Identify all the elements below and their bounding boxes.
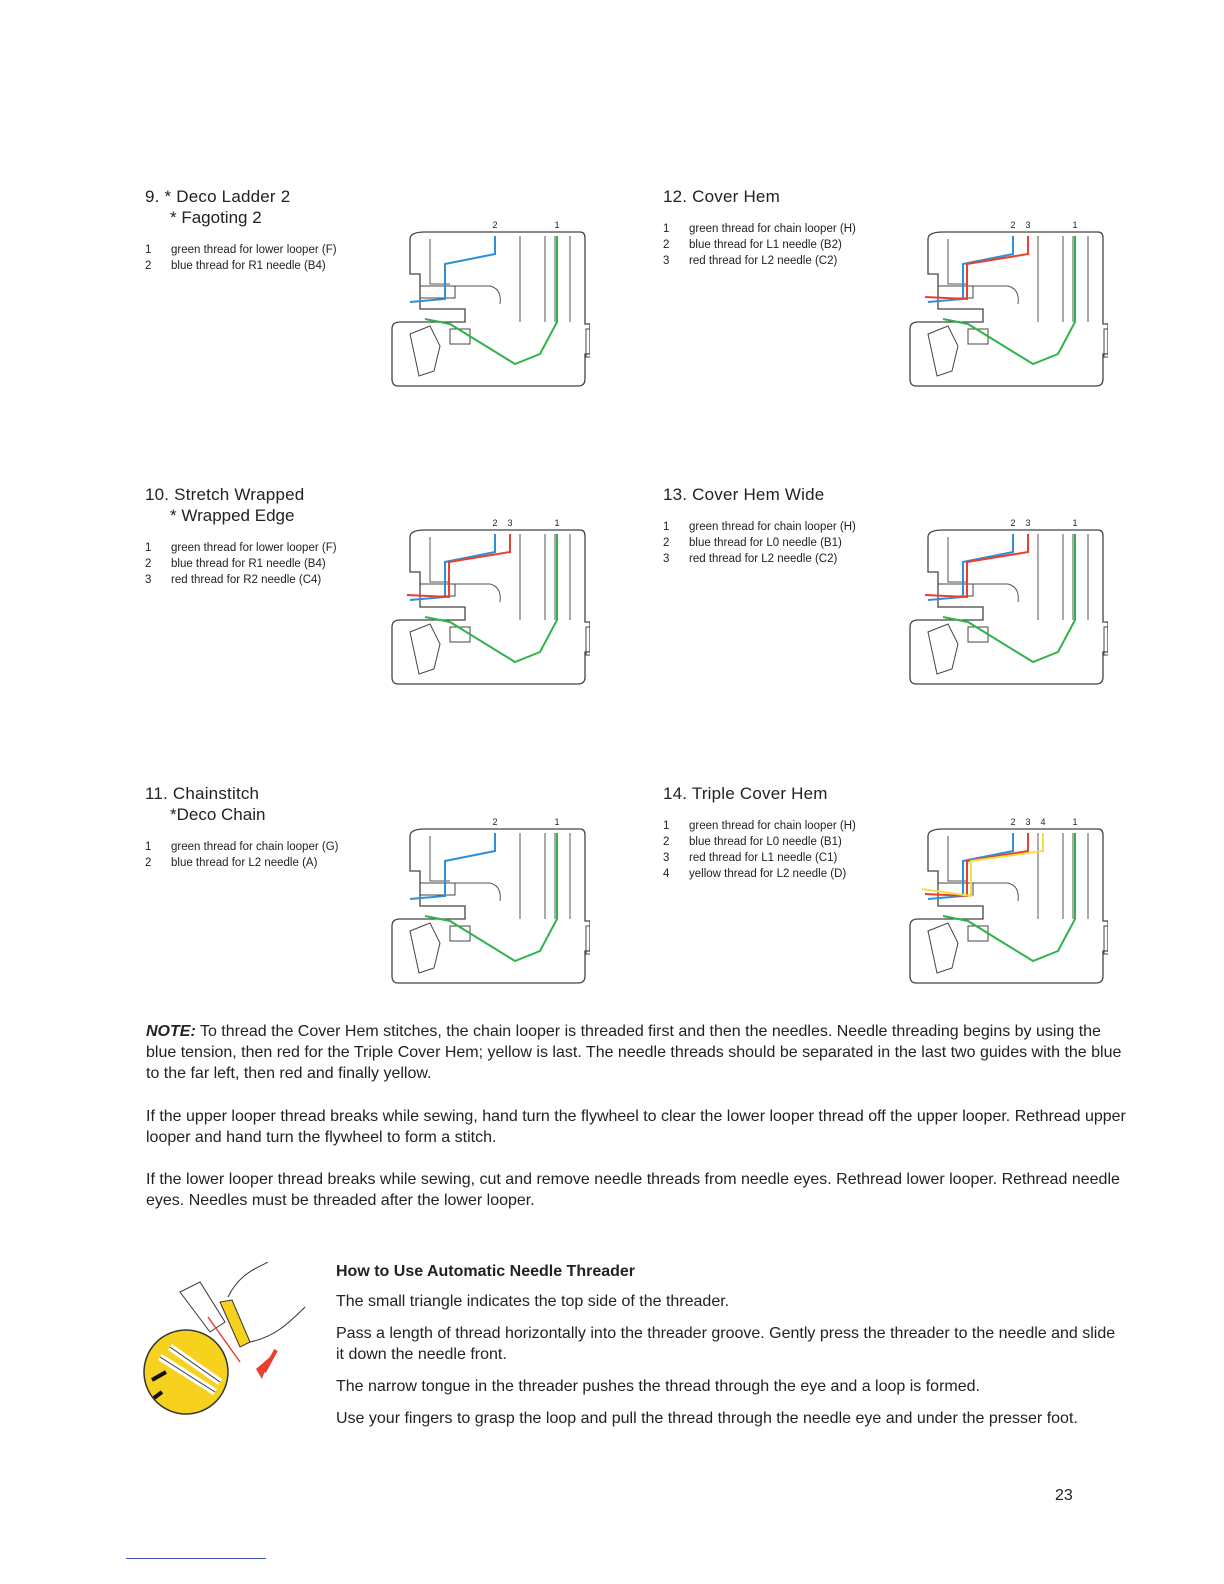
thread-number: 1 [145,841,152,853]
stitch-subtitle: * Wrapped Edge [170,506,295,525]
needle-thread-path [410,833,495,899]
looper-label: 1 [1072,220,1078,230]
thread-description: green thread for chain looper (G) [171,841,339,853]
thread-label: 2 [1010,817,1016,827]
thread-number: 3 [663,852,670,864]
threading-diagram [908,512,1108,687]
stitch-number: 9. [145,187,160,206]
thread-description: blue thread for L0 needle (B1) [689,836,842,848]
note-paragraph [146,1021,1126,1084]
thread-number: 2 [663,537,670,549]
stitch-name: Cover Hem Wide [692,485,825,504]
footer-rule [126,1558,266,1559]
stitch-title [145,484,645,505]
note-label: NOTE: [146,1023,196,1040]
stitch-title [663,783,1163,804]
stitch-name: * Deco Ladder 2 [164,187,291,206]
upper-looper-paragraph: If the upper looper thread breaks while sewing, hand turn the flywheel to clear the lower looper thread off the upper looper. Rethread upper looper and hand turn the flywheel to form a stitch. [146,1108,1126,1146]
needle-thread-path [410,236,495,302]
thread-label: 3 [1025,817,1031,827]
thread-description: yellow thread for L2 needle (D) [689,868,847,880]
thread-description: blue thread for L0 needle (B1) [689,537,842,549]
thread-number: 1 [145,542,152,554]
thread-number: 1 [663,820,670,832]
thread-number: 1 [663,223,670,235]
stitch-title [663,186,1163,207]
thread-label: 2 [492,817,498,827]
needle-thread-path [922,833,1043,896]
threading-diagram [390,811,590,986]
thread-number: 4 [663,868,670,880]
looper-label: 1 [1072,518,1078,528]
thread-number: 2 [145,558,152,570]
note-text: To thread the Cover Hem stitches, the chain looper is threaded first and then the needles. Needle threading begins by using the blue tension, then red for the Triple Cover Hem; yellow is last. The needle threads should be separated in the last two guides with the blue to the far left, then red and finally yellow. [146,1023,1122,1082]
looper-label: 1 [554,220,560,230]
looper-label: 1 [1072,817,1078,827]
thread-number: 3 [663,553,670,565]
looper-label: 1 [554,817,560,827]
stitch-name: Triple Cover Hem [691,784,828,803]
thread-description: red thread for L2 needle (C2) [689,255,838,267]
thread-description: red thread for R2 needle (C4) [171,574,322,586]
thread-label: 3 [1025,518,1031,528]
stitch-number: 10. [145,485,170,504]
looper-label: 1 [554,518,560,528]
thread-description: green thread for chain looper (H) [689,223,856,235]
threading-diagram [908,811,1108,986]
stitch-title [145,783,645,804]
thread-description: red thread for L1 needle (C1) [689,852,838,864]
stitch-number: 12. [663,187,688,206]
threader-step: The narrow tongue in the threader pushes the thread through the eye and a loop is formed. [336,1378,980,1395]
stitch-number: 13. [663,485,688,504]
lower-looper-paragraph: If the lower looper thread breaks while sewing, cut and remove needle threads from needle eyes. Rethread lower looper. Rethread needle eyes. Needles must be threaded after the lower looper. [146,1171,1120,1209]
thread-description: green thread for lower looper (F) [171,244,337,256]
needle-thread-path [410,534,495,600]
stitch-subtitle: *Deco Chain [170,805,266,824]
stitch-number: 11. [145,784,168,803]
thread-number: 2 [145,857,152,869]
needle-thread-path [928,534,1013,600]
thread-number: 3 [145,574,152,586]
thread-description: green thread for chain looper (H) [689,521,856,533]
stitch-title [663,484,1163,505]
stitch-subtitle: * Fagoting 2 [170,208,262,227]
thread-number: 1 [145,244,152,256]
thread-description: red thread for L2 needle (C2) [689,553,838,565]
thread-description: green thread for chain looper (H) [689,820,856,832]
thread-number: 2 [145,260,152,272]
threading-diagram [390,512,590,687]
thread-description: green thread for lower looper (F) [171,542,337,554]
thread-description: blue thread for L1 needle (B2) [689,239,842,251]
thread-label: 2 [1010,518,1016,528]
threading-diagram [908,214,1108,389]
page-number: 23 [1055,1487,1073,1504]
needle-threader-instructions [336,1261,1126,1440]
threader-step: Pass a length of thread horizontally into the threader groove. Gently press the threader to the needle and slide it down the needle front. [336,1325,1116,1363]
threading-diagram [390,214,590,389]
stitch-name: Chainstitch [172,784,260,803]
threader-step: The small triangle indicates the top side of the threader. [336,1293,730,1310]
stitch-number: 14. [663,784,688,803]
thread-label: 3 [1025,220,1031,230]
stitch-name: Cover Hem [692,187,780,206]
thread-number: 2 [663,836,670,848]
thread-label: 4 [1040,817,1046,827]
needle-threader-illustration [140,1262,310,1432]
thread-number: 3 [663,255,670,267]
threader-heading: How to Use Automatic Needle Threader [336,1263,636,1280]
needle-thread-path [928,236,1013,302]
thread-label: 3 [507,518,513,528]
thread-label: 2 [492,518,498,528]
threader-step: Use your fingers to grasp the loop and pull the thread through the needle eye and under the presser foot. [336,1410,1078,1427]
thread-number: 1 [663,521,670,533]
thread-description: blue thread for L2 needle (A) [171,857,318,869]
thread-label: 2 [492,220,498,230]
thread-description: blue thread for R1 needle (B4) [171,558,326,570]
stitch-title [145,186,645,207]
thread-number: 2 [663,239,670,251]
thread-label: 2 [1010,220,1016,230]
stitch-name: Stretch Wrapped [174,485,305,504]
thread-description: blue thread for R1 needle (B4) [171,260,326,272]
